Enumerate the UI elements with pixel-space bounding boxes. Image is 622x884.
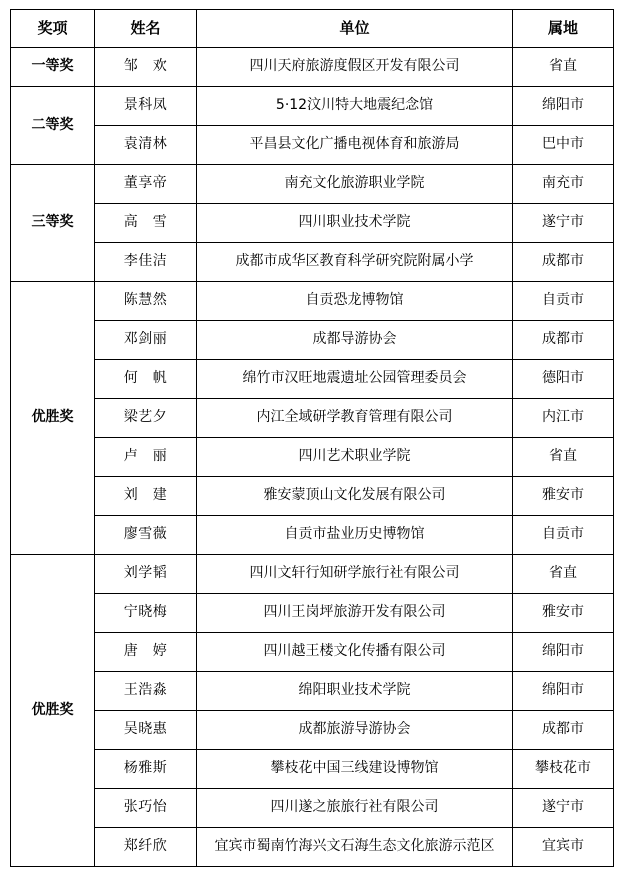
header-unit: 单位 bbox=[197, 10, 513, 48]
award-cell: 优胜奖 bbox=[11, 555, 95, 867]
region-cell: 宜宾市 bbox=[513, 828, 614, 867]
region-cell: 自贡市 bbox=[513, 282, 614, 321]
unit-cell: 四川天府旅游度假区开发有限公司 bbox=[197, 48, 513, 87]
region-cell: 成都市 bbox=[513, 711, 614, 750]
table-row bbox=[11, 126, 614, 165]
table-row bbox=[11, 555, 614, 594]
unit-cell: 宜宾市蜀南竹海兴文石海生态文化旅游示范区 bbox=[197, 828, 513, 867]
name-cell: 张巧怡 bbox=[95, 789, 197, 828]
table-row bbox=[11, 828, 614, 867]
header-name: 姓名 bbox=[95, 10, 197, 48]
table-row bbox=[11, 87, 614, 126]
name-cell: 廖雪薇 bbox=[95, 516, 197, 555]
name-cell: 袁清林 bbox=[95, 126, 197, 165]
unit-cell: 四川职业技术学院 bbox=[197, 204, 513, 243]
unit-cell: 平昌县文化广播电视体育和旅游局 bbox=[197, 126, 513, 165]
unit-cell: 5·12汶川特大地震纪念馆 bbox=[197, 87, 513, 126]
table-row bbox=[11, 321, 614, 360]
name-cell: 高 雪 bbox=[95, 204, 197, 243]
region-cell: 省直 bbox=[513, 48, 614, 87]
name-cell: 唐 婷 bbox=[95, 633, 197, 672]
table-row bbox=[11, 789, 614, 828]
award-cell: 优胜奖 bbox=[11, 282, 95, 555]
table-row bbox=[11, 633, 614, 672]
name-cell: 邹 欢 bbox=[95, 48, 197, 87]
name-cell: 杨雅斯 bbox=[95, 750, 197, 789]
unit-cell: 四川越王楼文化传播有限公司 bbox=[197, 633, 513, 672]
name-cell: 郑纤欣 bbox=[95, 828, 197, 867]
region-cell: 自贡市 bbox=[513, 516, 614, 555]
table-row bbox=[11, 750, 614, 789]
region-cell: 省直 bbox=[513, 438, 614, 477]
table-row bbox=[11, 516, 614, 555]
name-cell: 刘 建 bbox=[95, 477, 197, 516]
name-cell: 董享帝 bbox=[95, 165, 197, 204]
header-award: 奖项 bbox=[11, 10, 95, 48]
name-cell: 李佳洁 bbox=[95, 243, 197, 282]
table-body bbox=[11, 48, 614, 867]
unit-cell: 雅安蒙顶山文化发展有限公司 bbox=[197, 477, 513, 516]
award-cell: 一等奖 bbox=[11, 48, 95, 87]
table-row bbox=[11, 594, 614, 633]
unit-cell: 攀枝花中国三线建设博物馆 bbox=[197, 750, 513, 789]
header-row bbox=[11, 10, 614, 48]
region-cell: 成都市 bbox=[513, 243, 614, 282]
unit-cell: 成都旅游导游协会 bbox=[197, 711, 513, 750]
name-cell: 何 帆 bbox=[95, 360, 197, 399]
table-row bbox=[11, 672, 614, 711]
awards-table bbox=[10, 9, 614, 867]
header-region: 属地 bbox=[513, 10, 614, 48]
award-cell: 二等奖 bbox=[11, 87, 95, 165]
region-cell: 遂宁市 bbox=[513, 204, 614, 243]
unit-cell: 成都导游协会 bbox=[197, 321, 513, 360]
region-cell: 雅安市 bbox=[513, 477, 614, 516]
table-row bbox=[11, 48, 614, 87]
unit-cell: 绵阳职业技术学院 bbox=[197, 672, 513, 711]
region-cell: 雅安市 bbox=[513, 594, 614, 633]
region-cell: 绵阳市 bbox=[513, 633, 614, 672]
unit-cell: 四川遂之旅旅行社有限公司 bbox=[197, 789, 513, 828]
unit-cell: 南充文化旅游职业学院 bbox=[197, 165, 513, 204]
table-row bbox=[11, 477, 614, 516]
region-cell: 遂宁市 bbox=[513, 789, 614, 828]
region-cell: 南充市 bbox=[513, 165, 614, 204]
name-cell: 王浩淼 bbox=[95, 672, 197, 711]
table-row bbox=[11, 711, 614, 750]
unit-cell: 成都市成华区教育科学研究院附属小学 bbox=[197, 243, 513, 282]
unit-cell: 四川王岗坪旅游开发有限公司 bbox=[197, 594, 513, 633]
region-cell: 绵阳市 bbox=[513, 672, 614, 711]
region-cell: 德阳市 bbox=[513, 360, 614, 399]
region-cell: 绵阳市 bbox=[513, 87, 614, 126]
region-cell: 内江市 bbox=[513, 399, 614, 438]
name-cell: 梁艺夕 bbox=[95, 399, 197, 438]
unit-cell: 四川文轩行知研学旅行社有限公司 bbox=[197, 555, 513, 594]
name-cell: 刘学韬 bbox=[95, 555, 197, 594]
table-row bbox=[11, 243, 614, 282]
table-row bbox=[11, 282, 614, 321]
unit-cell: 自贡市盐业历史博物馆 bbox=[197, 516, 513, 555]
table-row bbox=[11, 360, 614, 399]
name-cell: 陈慧然 bbox=[95, 282, 197, 321]
unit-cell: 自贡恐龙博物馆 bbox=[197, 282, 513, 321]
name-cell: 邓剑丽 bbox=[95, 321, 197, 360]
table-row bbox=[11, 165, 614, 204]
table-row bbox=[11, 399, 614, 438]
unit-cell: 四川艺术职业学院 bbox=[197, 438, 513, 477]
region-cell: 巴中市 bbox=[513, 126, 614, 165]
unit-cell: 绵竹市汉旺地震遗址公园管理委员会 bbox=[197, 360, 513, 399]
unit-cell: 内江全域研学教育管理有限公司 bbox=[197, 399, 513, 438]
region-cell: 成都市 bbox=[513, 321, 614, 360]
name-cell: 景科凤 bbox=[95, 87, 197, 126]
region-cell: 攀枝花市 bbox=[513, 750, 614, 789]
award-cell: 三等奖 bbox=[11, 165, 95, 282]
table-row bbox=[11, 204, 614, 243]
name-cell: 吴晓惠 bbox=[95, 711, 197, 750]
name-cell: 卢 丽 bbox=[95, 438, 197, 477]
table-row bbox=[11, 438, 614, 477]
region-cell: 省直 bbox=[513, 555, 614, 594]
name-cell: 宁晓梅 bbox=[95, 594, 197, 633]
